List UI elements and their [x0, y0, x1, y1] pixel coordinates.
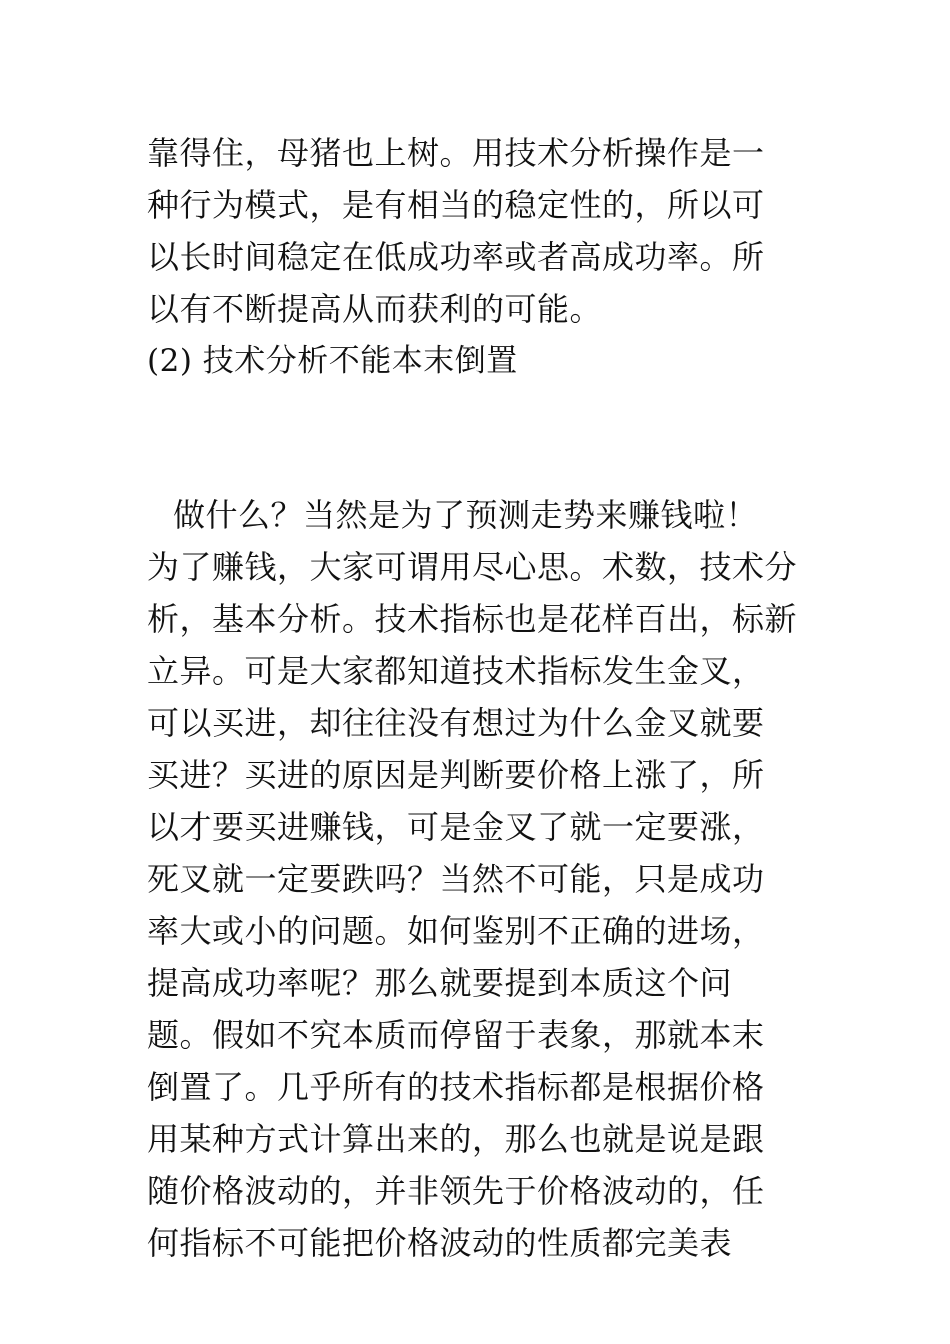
text-line: 率大或小的问题。如何鉴别不正确的进场， — [147, 912, 765, 950]
text-line: 何指标不可能把价格波动的性质都完美表 — [147, 1224, 733, 1262]
text-line: 题。假如不究本质而停留于表象，那就本末 — [147, 1016, 765, 1054]
paragraph-2 — [147, 489, 807, 1269]
document-page — [147, 127, 807, 1269]
text-line: 随价格波动的，并非领先于价格波动的，任 — [147, 1172, 765, 1210]
text-line: 以有不断提高从而获利的可能。 — [147, 290, 603, 328]
text-line: 提高成功率呢？那么就要提到本质这个问 — [147, 964, 733, 1002]
text-line: 倒置了。几乎所有的技术指标都是根据价格 — [147, 1068, 765, 1106]
blank-space — [147, 387, 807, 489]
paragraph-1 — [147, 127, 807, 335]
text-line: 用某种方式计算出来的，那么也就是说是跟 — [147, 1120, 765, 1158]
text-line: 以才要买进赚钱，可是金叉了就一定要涨， — [147, 808, 765, 846]
text-line: 为了赚钱，大家可谓用尽心思。术数，技术分 — [147, 548, 798, 586]
text-line: 析，基本分析。技术指标也是花样百出，标新 — [147, 600, 798, 638]
text-line: 立异。可是大家都知道技术指标发生金叉， — [147, 652, 765, 690]
text-line: 做什么？当然是为了预测走势来赚钱啦！ — [173, 496, 759, 534]
section-heading: (2) 技术分析不能本末倒置 — [147, 343, 518, 379]
text-line: 死叉就一定要跌吗？当然不可能，只是成功 — [147, 860, 765, 898]
text-line: 以长时间稳定在低成功率或者高成功率。所 — [147, 238, 765, 276]
text-line: 买进？买进的原因是判断要价格上涨了，所 — [147, 756, 765, 794]
text-line: 可以买进，却往往没有想过为什么金叉就要 — [147, 704, 765, 742]
text-line: 靠得住，母猪也上树。用技术分析操作是一 — [147, 134, 765, 172]
text-line: 种行为模式，是有相当的稳定性的，所以可 — [147, 186, 765, 224]
